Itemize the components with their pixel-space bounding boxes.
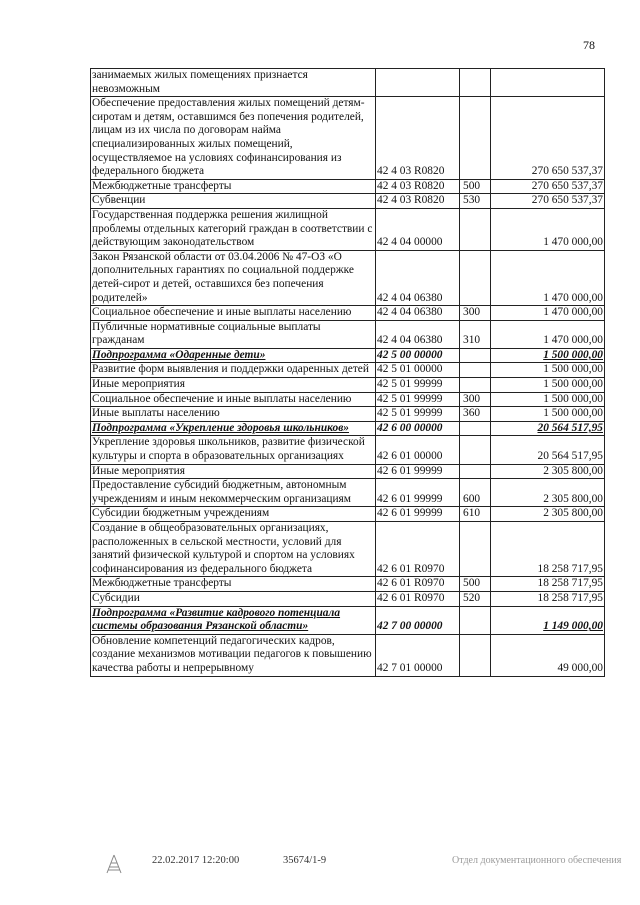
- row-code-cell-text: 42 6 01 00000: [377, 450, 443, 463]
- row-code-cell-text: 42 6 01 R0970: [377, 591, 445, 604]
- row-name-cell: [91, 97, 376, 180]
- row-amount-cell: [491, 634, 605, 676]
- row-amount-cell-text: 270 650 537,37: [531, 165, 603, 178]
- row-code-cell: [376, 407, 460, 422]
- row-code-cell: [376, 606, 460, 634]
- table-row: [91, 577, 605, 592]
- row-name-cell-text: Закон Рязанской области от 03.04.2006 № 47-ОЗ «О дополнительных гарантиях по социальной поддержке детей-сирот и детей, оставшихся без попечения родителей»: [92, 250, 354, 304]
- row-expense-type-cell: [460, 69, 491, 97]
- row-amount-cell-text: 270 650 537,37: [531, 194, 603, 207]
- row-name-cell-text: Межбюджетные трансферты: [92, 179, 232, 192]
- row-amount-cell: [491, 179, 605, 194]
- row-name-cell-text: Субсидии бюджетным учреждениям: [92, 507, 270, 520]
- row-amount-cell: [491, 436, 605, 464]
- row-code-cell: [376, 591, 460, 606]
- row-amount-cell: [491, 306, 605, 321]
- row-expense-type-cell-text: 300: [463, 306, 481, 319]
- row-code-cell-text: 42 4 03 R0820: [377, 179, 445, 192]
- row-name-cell: [91, 320, 376, 348]
- row-amount-cell-text: 49 000,00: [557, 661, 603, 674]
- row-name-cell-text: Иные мероприятия: [92, 464, 185, 477]
- row-amount-cell: [491, 464, 605, 479]
- row-expense-type-cell-text: 600: [463, 492, 481, 505]
- row-amount-cell: [491, 421, 605, 436]
- page-number: 78: [583, 38, 595, 52]
- row-expense-type-cell: [460, 436, 491, 464]
- table-row: [91, 407, 605, 422]
- budget-table-body: [91, 69, 605, 677]
- row-name-cell: [91, 591, 376, 606]
- row-expense-type-cell: [460, 378, 491, 393]
- table-row: [91, 464, 605, 479]
- row-code-cell: [376, 436, 460, 464]
- row-amount-cell-text: 1 149 000,00: [543, 620, 603, 633]
- row-amount-cell: [491, 194, 605, 209]
- row-code-cell: [376, 522, 460, 577]
- row-amount-cell-text: 20 564 517,95: [537, 421, 603, 434]
- row-expense-type-cell-text: 500: [463, 179, 481, 192]
- row-name-cell-text: Межбюджетные трансферты: [92, 577, 232, 590]
- row-code-cell-text: 42 5 01 99999: [377, 407, 443, 420]
- table-row: [91, 591, 605, 606]
- row-expense-type-cell-text: 310: [463, 334, 481, 347]
- row-code-cell-text: 42 4 04 00000: [377, 236, 443, 249]
- row-name-cell: [91, 479, 376, 507]
- row-amount-cell-text: 18 258 717,95: [537, 591, 603, 604]
- row-expense-type-cell: [460, 194, 491, 209]
- budget-table: [90, 68, 605, 677]
- row-name-cell: [91, 464, 376, 479]
- row-code-cell-text: 42 4 03 R0820: [377, 194, 445, 207]
- row-name-cell-text: Социальное обеспечение и иные выплаты населению: [92, 306, 352, 319]
- row-amount-cell-text: 2 305 800,00: [543, 492, 603, 505]
- row-amount-cell: [491, 577, 605, 592]
- row-amount-cell: [491, 69, 605, 97]
- row-name-cell-text: Субсидии: [92, 591, 140, 604]
- table-row: [91, 363, 605, 378]
- row-code-cell: [376, 634, 460, 676]
- row-name-cell: [91, 634, 376, 676]
- row-amount-cell: [491, 522, 605, 577]
- row-code-cell: [376, 348, 460, 363]
- row-code-cell-text: 42 6 00 00000: [377, 421, 443, 434]
- row-name-cell: [91, 378, 376, 393]
- row-code-cell: [376, 464, 460, 479]
- row-amount-cell: [491, 606, 605, 634]
- row-amount-cell-text: 270 650 537,37: [531, 179, 603, 192]
- scan-edge-marks: [60, 0, 580, 8]
- row-amount-cell: [491, 378, 605, 393]
- row-expense-type-cell-text: 530: [463, 194, 481, 207]
- row-expense-type-cell: [460, 634, 491, 676]
- row-expense-type-cell: [460, 507, 491, 522]
- row-code-cell: [376, 69, 460, 97]
- row-code-cell: [376, 392, 460, 407]
- row-expense-type-cell: [460, 407, 491, 422]
- row-expense-type-cell-text: 500: [463, 577, 481, 590]
- row-name-cell-text: Развитие форм выявления и поддержки одаренных детей: [92, 363, 369, 376]
- footer-date: 22.02.2017 12:20:00: [152, 855, 240, 866]
- table-row: [91, 194, 605, 209]
- table-row: [91, 348, 605, 363]
- row-name-cell-text: Обновление компетенций педагогических кадров, создание механизмов мотивации педагогов к повышению качества работы и непрерывному: [92, 634, 372, 674]
- row-code-cell-text: 42 6 01 99999: [377, 507, 443, 520]
- row-expense-type-cell: [460, 306, 491, 321]
- table-row: [91, 436, 605, 464]
- table-row: [91, 69, 605, 97]
- row-code-cell-text: 42 6 01 99999: [377, 492, 443, 505]
- row-name-cell: [91, 208, 376, 250]
- row-amount-cell: [491, 392, 605, 407]
- row-expense-type-cell: [460, 522, 491, 577]
- row-amount-cell: [491, 591, 605, 606]
- row-code-cell-text: 42 6 01 R0970: [377, 577, 445, 590]
- row-expense-type-cell: [460, 250, 491, 305]
- row-amount-cell-text: 1 470 000,00: [543, 236, 603, 249]
- row-amount-cell-text: 1 470 000,00: [543, 306, 603, 319]
- table-row: [91, 378, 605, 393]
- table-row: [91, 250, 605, 305]
- row-name-cell: [91, 250, 376, 305]
- row-amount-cell: [491, 348, 605, 363]
- row-code-cell-text: 42 7 00 00000: [377, 620, 443, 633]
- row-code-cell-text: 42 5 01 00000: [377, 363, 443, 376]
- row-expense-type-cell-text: 520: [463, 591, 481, 604]
- row-name-cell: [91, 522, 376, 577]
- footer-doc-code: 35674/1-9: [283, 855, 327, 866]
- row-name-cell-text: Иные выплаты населению: [92, 407, 220, 420]
- row-name-cell-text: Подпрограмма «Одаренные дети»: [92, 348, 266, 361]
- row-code-cell: [376, 97, 460, 180]
- row-expense-type-cell-text: 610: [463, 507, 481, 520]
- row-amount-cell-text: 1 500 000,00: [543, 378, 603, 391]
- row-name-cell: [91, 436, 376, 464]
- row-expense-type-cell-text: 300: [463, 392, 481, 405]
- row-expense-type-cell-text: 360: [463, 407, 481, 420]
- row-code-cell: [376, 507, 460, 522]
- row-expense-type-cell: [460, 363, 491, 378]
- row-name-cell-text: Предоставление субсидий бюджетным, автономным учреждениям и иным некоммерческим организациям: [92, 479, 352, 505]
- row-amount-cell: [491, 507, 605, 522]
- row-code-cell-text: 42 5 01 99999: [377, 378, 443, 391]
- row-name-cell-text: занимаемых жилых помещениях признается невозможным: [92, 69, 308, 95]
- row-amount-cell: [491, 407, 605, 422]
- table-row: [91, 507, 605, 522]
- row-name-cell: [91, 363, 376, 378]
- row-amount-cell: [491, 363, 605, 378]
- row-code-cell-text: 42 4 04 06380: [377, 306, 443, 319]
- row-code-cell: [376, 320, 460, 348]
- row-name-cell: [91, 421, 376, 436]
- row-name-cell: [91, 407, 376, 422]
- row-name-cell: [91, 507, 376, 522]
- row-expense-type-cell: [460, 479, 491, 507]
- row-amount-cell-text: 1 500 000,00: [543, 363, 603, 376]
- row-code-cell-text: 42 5 01 99999: [377, 392, 443, 405]
- row-code-cell-text: 42 6 01 99999: [377, 464, 443, 477]
- row-name-cell: [91, 69, 376, 97]
- row-expense-type-cell: [460, 577, 491, 592]
- row-expense-type-cell: [460, 421, 491, 436]
- row-name-cell: [91, 606, 376, 634]
- row-name-cell: [91, 179, 376, 194]
- row-amount-cell-text: 2 305 800,00: [543, 464, 603, 477]
- table-row: [91, 306, 605, 321]
- row-expense-type-cell: [460, 208, 491, 250]
- row-code-cell: [376, 208, 460, 250]
- table-row: [91, 479, 605, 507]
- row-amount-cell-text: 1 500 000,00: [543, 348, 603, 361]
- row-expense-type-cell: [460, 320, 491, 348]
- row-amount-cell-text: 18 258 717,95: [537, 562, 603, 575]
- row-name-cell-text: Подпрограмма «Развитие кадрового потенциала системы образования Рязанской области»: [92, 606, 341, 633]
- row-name-cell: [91, 392, 376, 407]
- row-name-cell-text: Государственная поддержка решения жилищной проблемы отдельных категорий граждан в соответствии с действующим законодательством: [92, 208, 373, 249]
- row-code-cell-text: 42 4 04 06380: [377, 291, 443, 304]
- footer-stamp: Отдел документационного обеспечения: [452, 855, 622, 866]
- table-row: [91, 208, 605, 250]
- row-code-cell: [376, 194, 460, 209]
- row-code-cell-text: 42 4 04 06380: [377, 334, 443, 347]
- row-name-cell-text: Укрепление здоровья школьников, развитие физической культуры и спорта в образовательных организациях: [92, 436, 365, 463]
- row-amount-cell-text: 1 500 000,00: [543, 407, 603, 420]
- table-row: [91, 634, 605, 676]
- row-amount-cell: [491, 97, 605, 180]
- row-code-cell: [376, 306, 460, 321]
- row-name-cell-text: Публичные нормативные социальные выплаты гражданам: [92, 320, 321, 347]
- row-expense-type-cell: [460, 179, 491, 194]
- row-amount-cell-text: 1 470 000,00: [543, 291, 603, 304]
- row-name-cell-text: Создание в общеобразовательных организациях, расположенных в сельской местности, условий для занятий физической культурой и спортом на условиях софинансирования из федерального бюджета: [92, 522, 355, 575]
- row-code-cell: [376, 479, 460, 507]
- row-name-cell-text: Социальное обеспечение и иные выплаты населению: [92, 392, 352, 405]
- row-name-cell: [91, 577, 376, 592]
- row-name-cell: [91, 348, 376, 363]
- table-row: [91, 421, 605, 436]
- table-row: [91, 522, 605, 577]
- row-amount-cell-text: 2 305 800,00: [543, 507, 603, 520]
- table-row: [91, 179, 605, 194]
- row-name-cell-text: Обеспечение предоставления жилых помещений детям-сиротам и детям, оставшимся без попечения родителей, лицам из их числа по договорам найма специализированных жилых помещений, осуществляемое на условиях софинансирования из федерального бюджета: [92, 97, 365, 178]
- table-row: [91, 606, 605, 634]
- row-name-cell: [91, 306, 376, 321]
- row-code-cell-text: 42 6 01 R0970: [377, 562, 445, 575]
- row-code-cell: [376, 378, 460, 393]
- row-amount-cell-text: 1 470 000,00: [543, 334, 603, 347]
- row-code-cell-text: 42 4 03 R0820: [377, 165, 445, 178]
- row-amount-cell-text: 18 258 717,95: [537, 577, 603, 590]
- row-amount-cell: [491, 250, 605, 305]
- table-row: [91, 320, 605, 348]
- document-system-logo-icon: [103, 853, 125, 875]
- row-amount-cell-text: 1 500 000,00: [543, 392, 603, 405]
- row-code-cell-text: 42 7 01 00000: [377, 661, 443, 674]
- row-expense-type-cell: [460, 97, 491, 180]
- row-amount-cell: [491, 208, 605, 250]
- row-code-cell: [376, 179, 460, 194]
- row-code-cell: [376, 250, 460, 305]
- row-name-cell: [91, 194, 376, 209]
- row-code-cell-text: 42 5 00 00000: [377, 348, 443, 361]
- row-name-cell-text: Иные мероприятия: [92, 378, 185, 391]
- row-expense-type-cell: [460, 591, 491, 606]
- row-amount-cell-text: 20 564 517,95: [537, 450, 603, 463]
- row-code-cell: [376, 363, 460, 378]
- row-expense-type-cell: [460, 348, 491, 363]
- row-expense-type-cell: [460, 392, 491, 407]
- row-amount-cell: [491, 479, 605, 507]
- row-expense-type-cell: [460, 606, 491, 634]
- table-row: [91, 97, 605, 180]
- row-expense-type-cell: [460, 464, 491, 479]
- row-code-cell: [376, 577, 460, 592]
- row-amount-cell: [491, 320, 605, 348]
- row-code-cell: [376, 421, 460, 436]
- row-name-cell-text: Подпрограмма «Укрепление здоровья школьников»: [92, 421, 349, 434]
- table-row: [91, 392, 605, 407]
- row-name-cell-text: Субвенции: [92, 194, 146, 207]
